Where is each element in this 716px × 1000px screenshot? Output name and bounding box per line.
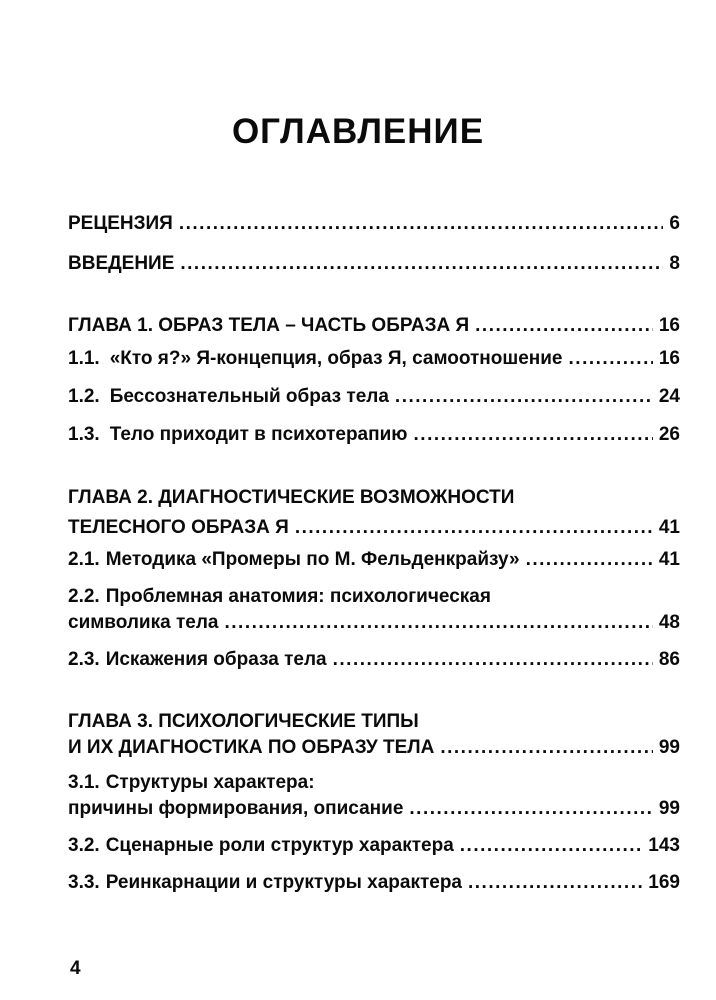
toc-entry-page: 86	[658, 649, 680, 670]
toc-entry-text: Тело приходит в психотерапию	[109, 424, 408, 445]
toc-entry-text: «Кто я?» Я-концепция, образ Я, самоотношение	[109, 348, 563, 369]
page-title: ОГЛАВЛЕНИЕ	[231, 112, 485, 151]
toc-section-number: 2.1.	[68, 549, 100, 570]
toc-entry-text: Методика «Промеры по М. Фельденкрайзу»	[105, 549, 520, 570]
toc-entry-line1: Структуры характера:	[105, 772, 315, 793]
toc-entry-text: ВВЕДЕНИЕ	[68, 253, 175, 274]
toc-entry-text: Реинкарнации и структуры характера	[105, 872, 462, 893]
toc-section-entry	[68, 771, 680, 821]
toc-entry-text: ГЛАВА 1. ОБРАЗ ТЕЛА – ЧАСТЬ ОБРАЗА Я	[68, 315, 470, 336]
leader-dots	[414, 423, 653, 447]
toc-section-number: 2.2.	[68, 586, 100, 607]
toc-section-number: 1.1.	[68, 348, 100, 369]
leader-dots	[295, 516, 653, 540]
toc-section-number: 3.3.	[68, 872, 100, 893]
toc-entry-text: символика тела	[68, 612, 219, 633]
leader-dots	[180, 252, 663, 276]
toc-section-entry	[68, 585, 680, 635]
leader-dots	[395, 385, 653, 409]
toc-entry-page: 143	[648, 835, 680, 856]
toc-chapter-entry	[68, 314, 680, 338]
toc-entry-text: причины формирования, описание	[68, 798, 404, 819]
toc-section-number: 1.2.	[68, 386, 100, 407]
toc-section-number: 1.3.	[68, 424, 100, 445]
toc-entry-text: Сценарные роли структур характера	[105, 835, 454, 856]
toc-entry-text: РЕЦЕНЗИЯ	[68, 213, 173, 234]
toc-entry-page: 48	[658, 612, 680, 633]
toc-entry-page: 8	[669, 253, 680, 274]
toc-chapter-entry	[68, 710, 680, 760]
leader-dots	[179, 212, 664, 236]
leader-dots	[468, 871, 642, 895]
leader-dots	[224, 611, 652, 635]
toc-section-number: 2.3.	[68, 649, 100, 670]
toc-entry-page: 6	[669, 213, 680, 234]
toc-entry	[68, 252, 680, 276]
toc-entry-page: 169	[648, 872, 680, 893]
toc-entry-line1: Проблемная анатомия: психологическая	[105, 586, 491, 607]
toc-entry-text: Бессознательный образ тела	[109, 386, 389, 407]
toc-section-entry	[68, 648, 680, 672]
leader-dots	[475, 314, 653, 338]
toc-chapter-entry	[68, 486, 680, 540]
toc-section-number: 3.2.	[68, 835, 100, 856]
toc-entry-page: 41	[658, 549, 680, 570]
toc-section-entry	[68, 385, 680, 409]
leader-dots	[333, 648, 653, 672]
toc-section-entry	[68, 871, 680, 895]
toc-entry-text: И ИХ ДИАГНОСТИКА ПО ОБРАЗУ ТЕЛА	[68, 737, 435, 758]
leader-dots	[526, 548, 653, 572]
toc-entry-page: 16	[658, 348, 680, 369]
toc-entry-page: 16	[658, 315, 680, 336]
leader-dots	[569, 347, 653, 371]
toc-entry	[68, 212, 680, 236]
leader-dots	[409, 797, 652, 821]
toc-section-entry	[68, 834, 680, 858]
toc-entry-page: 99	[658, 798, 680, 819]
toc-section-entry	[68, 548, 680, 572]
toc-entry-text: ТЕЛЕСНОГО ОБРАЗА Я	[68, 517, 289, 538]
toc-entry-line1: ГЛАВА 3. ПСИХОЛОГИЧЕСКИЕ ТИПЫ	[68, 711, 419, 732]
toc-section-number: 3.1.	[68, 772, 100, 793]
toc-entry-page: 41	[658, 517, 680, 538]
toc-entry-text: Искажения образа тела	[105, 649, 327, 670]
toc-entry-page: 99	[658, 737, 680, 758]
page-number: 4	[70, 958, 81, 979]
toc-section-entry	[68, 347, 680, 371]
toc-section-entry	[68, 423, 680, 447]
leader-dots	[460, 834, 643, 858]
toc-entry-page: 24	[658, 386, 680, 407]
leader-dots	[440, 736, 653, 760]
toc-entry-page: 26	[658, 424, 680, 445]
toc-entry-line1: ГЛАВА 2. ДИАГНОСТИЧЕСКИЕ ВОЗМОЖНОСТИ	[68, 487, 515, 508]
